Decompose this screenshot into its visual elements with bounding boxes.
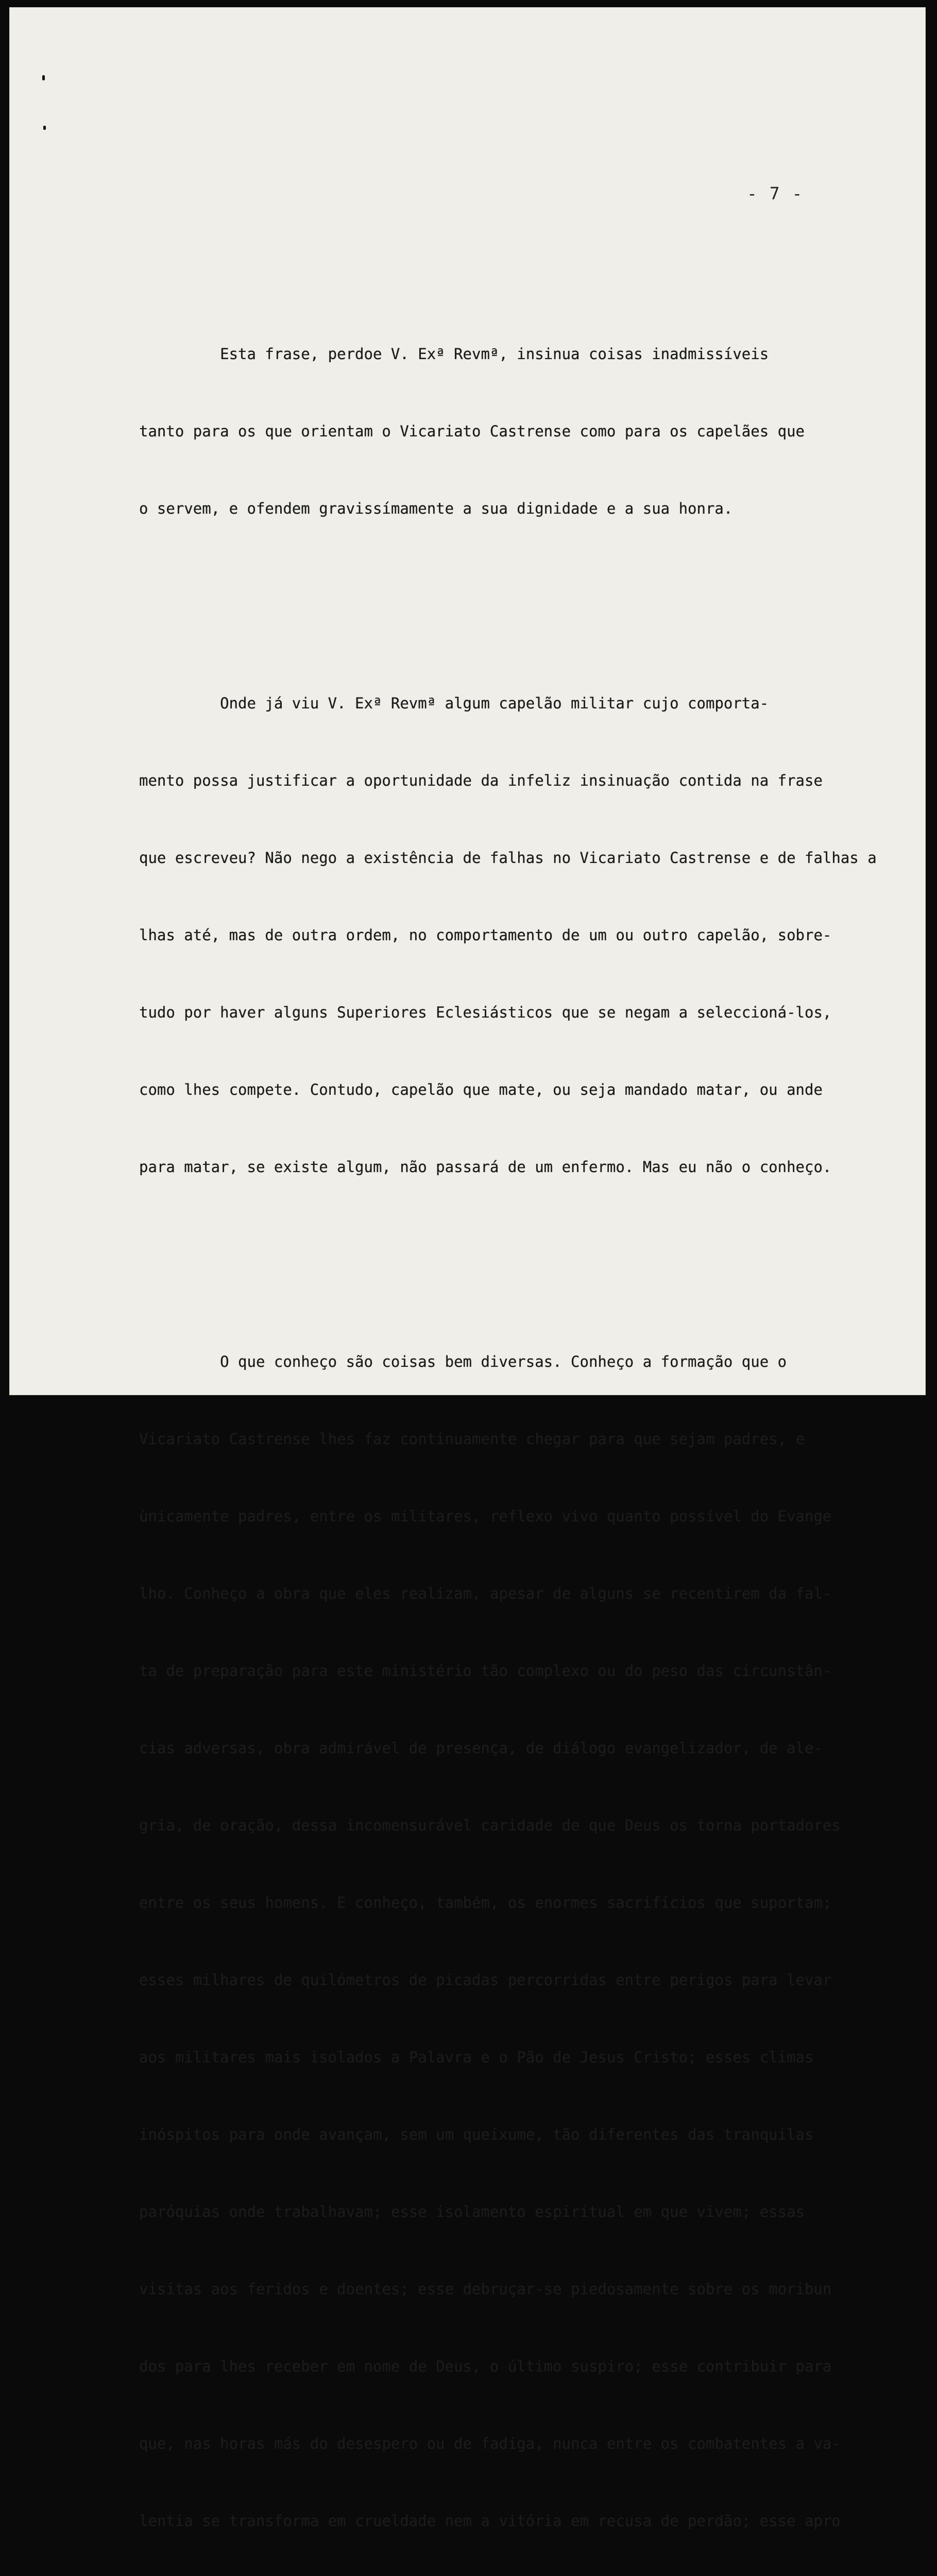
paragraph bbox=[139, 1297, 912, 2576]
text-line: ta de preparação para este ministério tão complexo ou do peso das circunstân- bbox=[139, 1662, 832, 1680]
text-line: cias adversas, obra admirável de presença, de diálogo evangelizador, de ale- bbox=[139, 1739, 823, 1757]
text-line: lentia se transforma em crueldade nem a vitória em recusa de perdão; esse apro bbox=[139, 2512, 841, 2530]
text-line: como lhes compete. Contudo, capelão que mate, ou seja mandado matar, ou ande bbox=[139, 1081, 823, 1098]
text-line: ùnicamente padres, entre os militares, reflexo vivo quanto possível do Evange bbox=[139, 1507, 832, 1525]
text-line: lho. Conheço a obra que eles realizam, apesar de alguns se recentirem da fal- bbox=[139, 1585, 832, 1602]
text-line: mento possa justificar a oportunidade da infeliz insinuação contida na frase bbox=[139, 772, 823, 789]
text-line: Vicariato Castrense lhes faz continuamente chegar para que sejam padres, e bbox=[139, 1430, 805, 1448]
text-line: dos para lhes receber em nome de Deus, o último suspiro; esse contribuir para bbox=[139, 2358, 832, 2375]
text-line: paróquias onde trabalhavam; esse isolamento espiritual em que vivem; essas bbox=[139, 2203, 805, 2221]
text-line: esses milhares de quilómetros de picadas percorridas entre perigos para levar bbox=[139, 1971, 832, 1989]
text-line: que escreveu? Não nego a existência de falhas no Vicariato Castrense e de falhas a bbox=[139, 849, 877, 867]
letter-body bbox=[139, 238, 912, 2576]
text-line: para matar, se existe algum, não passará de um enfermo. Mas eu não o conheço. bbox=[139, 1158, 832, 1176]
document-page bbox=[9, 7, 926, 2530]
text-line: o servem, e ofendem gravissímamente a sua dignidade e a sua honra. bbox=[139, 500, 733, 517]
text-line: visitas aos feridos e doentes; esse debruçar-se piedosamente sobre os moribun bbox=[139, 2280, 832, 2298]
text-line: aos militares mais isolados a Palavra e o Pão de Jesus Cristo; esses climas bbox=[139, 2048, 814, 2066]
punch-mark-top bbox=[42, 75, 45, 80]
text-line: gria, de oração, dessa incomensurável caridade de que Deus os torna portadores bbox=[139, 1817, 841, 1834]
text-line: Onde já viu V. Exª Revmª algum capelão militar cujo comporta- bbox=[139, 694, 769, 712]
text-line: tudo por haver alguns Superiores Eclesiásticos que se negam a seleccioná-los, bbox=[139, 1004, 832, 1021]
text-line: Esta frase, perdoe V. Exª Revmª, insinua coisas inadmissíveis bbox=[139, 345, 769, 363]
text-line: inóspitos para onde avançam, sem um queixume, tão diferentes das tranquilas bbox=[139, 2126, 814, 2143]
page-number: - 7 - bbox=[747, 183, 804, 204]
text-line: que, nas horas más do desespero ou de fadiga, nunca entre os combatentes a va- bbox=[139, 2435, 841, 2452]
punch-mark-bottom bbox=[43, 126, 46, 130]
text-line: tanto para os que orientam o Vicariato Castrense como para os capelães que bbox=[139, 422, 805, 440]
text-line: entre os seus homens. E conheço, também, os enormes sacrifícios que suportam; bbox=[139, 1894, 832, 1911]
text-line: lhas até, mas de outra ordem, no comportamento de um ou outro capelão, sobre- bbox=[139, 926, 832, 944]
paragraph bbox=[139, 639, 912, 1231]
paragraph bbox=[139, 290, 912, 573]
text-line: O que conheço são coisas bem diversas. Conheço a formação que o bbox=[139, 1353, 787, 1370]
